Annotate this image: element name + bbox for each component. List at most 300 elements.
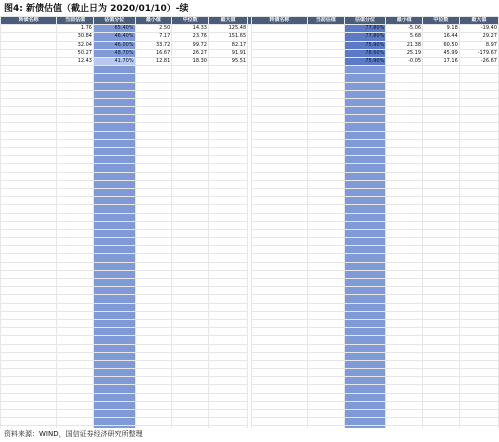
- right-cell-min: [386, 270, 423, 278]
- right-cell-name: [251, 319, 307, 327]
- right-cell-name: [251, 74, 307, 82]
- right-cell-name: [251, 311, 307, 319]
- left-cell-min: [135, 328, 172, 336]
- table-row: [1, 205, 499, 213]
- right-cell-value: [308, 238, 345, 246]
- right-cell-max: [459, 262, 498, 270]
- left-cell-name: [1, 360, 57, 368]
- left-cell-min: 2.50: [135, 25, 172, 33]
- left-cell-name: [1, 82, 57, 90]
- right-cell-value: [308, 344, 345, 352]
- left-cell-pct: [93, 90, 135, 98]
- left-cell-name: [1, 410, 57, 418]
- left-cell-min: 7.17: [135, 33, 172, 41]
- right-cell-min: [386, 360, 423, 368]
- left-cell-pct: [93, 107, 135, 115]
- left-cell-min: [135, 303, 172, 311]
- right-cell-median: 60.50: [423, 41, 460, 49]
- right-cell-value: [308, 139, 345, 147]
- left-cell-value: [57, 148, 94, 156]
- right-cell-name: [251, 98, 307, 106]
- right-cell-median: [423, 238, 460, 246]
- right-cell-pct: [344, 418, 386, 426]
- right-cell-pct: [344, 311, 386, 319]
- left-cell-pct: [93, 246, 135, 254]
- left-cell-value: [57, 246, 94, 254]
- left-cell-value: 50.27: [57, 49, 94, 57]
- left-cell-pct: [93, 344, 135, 352]
- left-cell-min: [135, 205, 172, 213]
- left-cell-name: [1, 279, 57, 287]
- left-cell-max: [208, 336, 247, 344]
- left-cell-pct: [93, 156, 135, 164]
- right-cell-median: [423, 303, 460, 311]
- right-cell-pct: [344, 90, 386, 98]
- left-cell-median: [172, 385, 209, 393]
- left-cell-median: [172, 295, 209, 303]
- left-cell-median: 99.72: [172, 41, 209, 49]
- right-cell-median: [423, 213, 460, 221]
- table-row: [1, 33, 499, 41]
- right-cell-median: [423, 279, 460, 287]
- left-cell-median: [172, 246, 209, 254]
- right-cell-name: [251, 180, 307, 188]
- right-cell-value: [308, 393, 345, 401]
- left-cell-median: [172, 401, 209, 409]
- table-row: [1, 426, 499, 428]
- table-row: [1, 188, 499, 196]
- right-cell-value: [308, 66, 345, 74]
- left-cell-median: [172, 229, 209, 237]
- left-cell-max: [208, 148, 247, 156]
- left-cell-median: [172, 123, 209, 131]
- right-cell-value: [308, 57, 345, 65]
- right-cell-value: [308, 279, 345, 287]
- left-cell-name: [1, 148, 57, 156]
- left-cell-max: [208, 369, 247, 377]
- left-cell-name: [1, 328, 57, 336]
- right-cell-name: [251, 148, 307, 156]
- left-cell-value: [57, 123, 94, 131]
- right-cell-max: -26.67: [459, 57, 498, 65]
- left-cell-median: [172, 82, 209, 90]
- right-cell-min: [386, 107, 423, 115]
- left-cell-pct: [93, 172, 135, 180]
- right-cell-min: [386, 90, 423, 98]
- right-cell-median: [423, 270, 460, 278]
- right-cell-name: [251, 385, 307, 393]
- right-cell-pct: [344, 98, 386, 106]
- right-cell-name: [251, 254, 307, 262]
- right-cell-max: [459, 74, 498, 82]
- left-cell-median: [172, 352, 209, 360]
- right-cell-name: [251, 287, 307, 295]
- right-cell-pct: [344, 270, 386, 278]
- right-cell-name: [251, 90, 307, 98]
- left-cell-value: [57, 319, 94, 327]
- left-cell-name: [1, 385, 57, 393]
- right-cell-pct: [344, 377, 386, 385]
- right-cell-name: [251, 82, 307, 90]
- left-cell-median: [172, 336, 209, 344]
- left-cell-pct: [93, 377, 135, 385]
- left-cell-min: [135, 172, 172, 180]
- left-cell-max: [208, 319, 247, 327]
- left-cell-pct: [93, 393, 135, 401]
- right-cell-name: [251, 303, 307, 311]
- left-cell-name: [1, 123, 57, 131]
- right-cell-pct: [344, 393, 386, 401]
- left-cell-min: [135, 107, 172, 115]
- right-cell-value: [308, 418, 345, 426]
- right-cell-max: -19.40: [459, 25, 498, 33]
- left-cell-pct: [93, 82, 135, 90]
- right-cell-median: [423, 98, 460, 106]
- left-cell-median: [172, 279, 209, 287]
- right-cell-value: [308, 229, 345, 237]
- right-cell-pct: [344, 123, 386, 131]
- right-cell-pct: [344, 287, 386, 295]
- left-cell-median: [172, 344, 209, 352]
- right-cell-min: [386, 131, 423, 139]
- right-cell-max: [459, 90, 498, 98]
- right-cell-max: [459, 377, 498, 385]
- right-cell-value: [308, 107, 345, 115]
- left-cell-value: [57, 221, 94, 229]
- right-cell-pct: [344, 328, 386, 336]
- left-cell-pct: [93, 98, 135, 106]
- left-cell-median: [172, 410, 209, 418]
- right-cell-median: [423, 246, 460, 254]
- left-cell-value: [57, 401, 94, 409]
- left-cell-pct: 46.00%: [93, 41, 135, 49]
- left-cell-pct: [93, 279, 135, 287]
- left-cell-min: [135, 352, 172, 360]
- table-row: [1, 410, 499, 418]
- right-cell-pct: 77.80%: [344, 25, 386, 33]
- left-cell-max: [208, 115, 247, 123]
- left-cell-name: [1, 41, 57, 49]
- left-cell-min: [135, 418, 172, 426]
- right-cell-pct: [344, 131, 386, 139]
- table-row: [1, 328, 499, 336]
- right-cell-min: [386, 172, 423, 180]
- right-cell-max: [459, 66, 498, 74]
- left-cell-min: [135, 344, 172, 352]
- right-cell-pct: [344, 107, 386, 115]
- right-cell-value: [308, 205, 345, 213]
- left-cell-max: [208, 82, 247, 90]
- header-pct-right: 估值分位: [344, 17, 386, 25]
- right-cell-min: [386, 418, 423, 426]
- left-cell-min: [135, 270, 172, 278]
- right-cell-median: [423, 295, 460, 303]
- left-cell-max: [208, 344, 247, 352]
- right-cell-value: [308, 221, 345, 229]
- right-cell-min: [386, 139, 423, 147]
- left-cell-min: [135, 123, 172, 131]
- left-cell-value: [57, 156, 94, 164]
- left-cell-median: [172, 180, 209, 188]
- right-cell-median: [423, 123, 460, 131]
- left-cell-max: [208, 360, 247, 368]
- left-cell-name: [1, 25, 57, 33]
- right-cell-max: [459, 164, 498, 172]
- right-cell-pct: [344, 426, 386, 428]
- left-cell-name: [1, 57, 57, 65]
- right-cell-min: [386, 369, 423, 377]
- right-cell-max: [459, 246, 498, 254]
- right-cell-pct: [344, 115, 386, 123]
- table-row: [1, 319, 499, 327]
- right-cell-max: [459, 139, 498, 147]
- left-cell-min: [135, 221, 172, 229]
- left-cell-median: [172, 66, 209, 74]
- right-cell-pct: [344, 148, 386, 156]
- right-cell-max: [459, 115, 498, 123]
- right-cell-value: [308, 295, 345, 303]
- right-cell-max: 29.27: [459, 33, 498, 41]
- left-cell-name: [1, 311, 57, 319]
- right-cell-name: [251, 123, 307, 131]
- left-cell-name: [1, 238, 57, 246]
- left-cell-name: [1, 74, 57, 82]
- left-cell-name: [1, 426, 57, 428]
- right-cell-value: [308, 164, 345, 172]
- right-cell-median: [423, 66, 460, 74]
- left-cell-median: [172, 238, 209, 246]
- right-cell-max: [459, 270, 498, 278]
- right-cell-pct: [344, 262, 386, 270]
- right-cell-min: [386, 344, 423, 352]
- left-cell-median: [172, 270, 209, 278]
- left-cell-pct: [93, 180, 135, 188]
- right-cell-value: [308, 246, 345, 254]
- left-cell-pct: [93, 123, 135, 131]
- right-cell-value: [308, 98, 345, 106]
- right-cell-value: [308, 254, 345, 262]
- left-cell-name: [1, 115, 57, 123]
- right-cell-min: -0.05: [386, 57, 423, 65]
- right-cell-value: [308, 270, 345, 278]
- left-cell-max: 151.65: [208, 33, 247, 41]
- left-cell-max: [208, 139, 247, 147]
- left-cell-value: [57, 295, 94, 303]
- left-cell-name: [1, 188, 57, 196]
- right-cell-median: [423, 148, 460, 156]
- right-cell-min: [386, 336, 423, 344]
- left-cell-pct: [93, 164, 135, 172]
- right-cell-name: [251, 270, 307, 278]
- left-cell-min: [135, 295, 172, 303]
- left-cell-min: [135, 393, 172, 401]
- table-row: [1, 197, 499, 205]
- left-cell-pct: [93, 270, 135, 278]
- right-cell-median: [423, 401, 460, 409]
- right-cell-max: [459, 254, 498, 262]
- left-cell-name: [1, 295, 57, 303]
- right-cell-min: [386, 164, 423, 172]
- left-cell-median: [172, 172, 209, 180]
- table-row: [1, 148, 499, 156]
- left-cell-value: [57, 303, 94, 311]
- right-cell-name: [251, 360, 307, 368]
- table-row: [1, 156, 499, 164]
- left-cell-max: [208, 377, 247, 385]
- left-cell-max: [208, 123, 247, 131]
- left-cell-pct: [93, 254, 135, 262]
- left-cell-name: [1, 107, 57, 115]
- table-row: [1, 287, 499, 295]
- page-title: 图4: 新债估值（截止日为 2020/01/10）-续: [4, 4, 189, 14]
- right-cell-name: [251, 131, 307, 139]
- left-cell-median: [172, 148, 209, 156]
- left-cell-name: [1, 33, 57, 41]
- table-row: [1, 418, 499, 426]
- left-cell-min: [135, 385, 172, 393]
- right-cell-max: [459, 98, 498, 106]
- right-cell-name: [251, 41, 307, 49]
- table-row: [1, 139, 499, 147]
- right-cell-min: [386, 156, 423, 164]
- table-row: [1, 369, 499, 377]
- right-cell-pct: 77.80%: [344, 33, 386, 41]
- right-cell-value: [308, 377, 345, 385]
- left-cell-name: [1, 139, 57, 147]
- right-cell-pct: [344, 221, 386, 229]
- right-cell-max: [459, 229, 498, 237]
- left-cell-median: [172, 328, 209, 336]
- right-cell-max: [459, 82, 498, 90]
- left-cell-min: [135, 131, 172, 139]
- left-cell-min: [135, 410, 172, 418]
- left-cell-value: [57, 336, 94, 344]
- table-row: [1, 360, 499, 368]
- left-cell-value: [57, 90, 94, 98]
- table-row: [1, 107, 499, 115]
- right-cell-pct: [344, 344, 386, 352]
- right-cell-name: [251, 221, 307, 229]
- left-cell-min: [135, 401, 172, 409]
- left-cell-min: [135, 254, 172, 262]
- left-cell-max: [208, 426, 247, 428]
- left-cell-median: [172, 131, 209, 139]
- left-cell-min: [135, 180, 172, 188]
- left-cell-median: [172, 377, 209, 385]
- left-cell-pct: [93, 205, 135, 213]
- right-cell-pct: [344, 401, 386, 409]
- right-cell-median: [423, 336, 460, 344]
- right-cell-name: [251, 188, 307, 196]
- left-cell-max: 125.48: [208, 25, 247, 33]
- right-cell-name: [251, 328, 307, 336]
- left-cell-max: [208, 213, 247, 221]
- left-cell-median: [172, 164, 209, 172]
- right-cell-min: [386, 115, 423, 123]
- left-cell-value: [57, 139, 94, 147]
- left-cell-name: [1, 98, 57, 106]
- right-cell-median: [423, 328, 460, 336]
- left-cell-median: [172, 139, 209, 147]
- left-cell-value: [57, 172, 94, 180]
- left-cell-pct: [93, 303, 135, 311]
- right-cell-min: [386, 401, 423, 409]
- left-cell-max: [208, 74, 247, 82]
- left-cell-pct: [93, 295, 135, 303]
- table-row: [1, 41, 499, 49]
- left-cell-max: [208, 180, 247, 188]
- right-cell-min: [386, 287, 423, 295]
- right-cell-name: [251, 418, 307, 426]
- right-cell-value: [308, 369, 345, 377]
- right-cell-value: [308, 131, 345, 139]
- right-cell-min: 25.19: [386, 49, 423, 57]
- right-cell-max: [459, 213, 498, 221]
- left-cell-max: [208, 418, 247, 426]
- right-cell-name: [251, 295, 307, 303]
- right-cell-max: [459, 287, 498, 295]
- left-cell-max: [208, 66, 247, 74]
- right-cell-pct: 75.90%: [344, 57, 386, 65]
- left-cell-value: 12.43: [57, 57, 94, 65]
- right-cell-min: [386, 98, 423, 106]
- left-cell-pct: [93, 115, 135, 123]
- right-cell-median: [423, 131, 460, 139]
- left-cell-median: [172, 360, 209, 368]
- right-cell-value: [308, 197, 345, 205]
- left-cell-max: [208, 279, 247, 287]
- table-row: [1, 164, 499, 172]
- left-cell-min: [135, 262, 172, 270]
- right-cell-median: [423, 82, 460, 90]
- table-row: [1, 115, 499, 123]
- right-cell-min: [386, 352, 423, 360]
- right-cell-min: [386, 303, 423, 311]
- right-cell-name: [251, 156, 307, 164]
- right-cell-median: 45.99: [423, 49, 460, 57]
- left-cell-max: [208, 188, 247, 196]
- left-cell-median: [172, 303, 209, 311]
- left-cell-value: [57, 393, 94, 401]
- right-cell-min: [386, 328, 423, 336]
- left-cell-name: [1, 393, 57, 401]
- left-cell-median: [172, 188, 209, 196]
- left-cell-name: [1, 287, 57, 295]
- right-cell-min: [386, 205, 423, 213]
- left-cell-max: 82.17: [208, 41, 247, 49]
- right-cell-pct: [344, 229, 386, 237]
- left-cell-name: [1, 229, 57, 237]
- right-cell-name: [251, 410, 307, 418]
- left-cell-pct: [93, 229, 135, 237]
- left-cell-name: [1, 344, 57, 352]
- left-cell-median: [172, 197, 209, 205]
- right-cell-pct: [344, 303, 386, 311]
- left-cell-max: [208, 172, 247, 180]
- right-cell-pct: [344, 295, 386, 303]
- left-cell-name: [1, 66, 57, 74]
- right-cell-name: [251, 107, 307, 115]
- table-row: [1, 270, 499, 278]
- left-cell-value: [57, 377, 94, 385]
- right-cell-name: [251, 229, 307, 237]
- left-cell-pct: [93, 352, 135, 360]
- table-row: [1, 98, 499, 106]
- right-cell-pct: [344, 188, 386, 196]
- right-cell-value: [308, 287, 345, 295]
- right-cell-name: [251, 344, 307, 352]
- right-cell-median: [423, 74, 460, 82]
